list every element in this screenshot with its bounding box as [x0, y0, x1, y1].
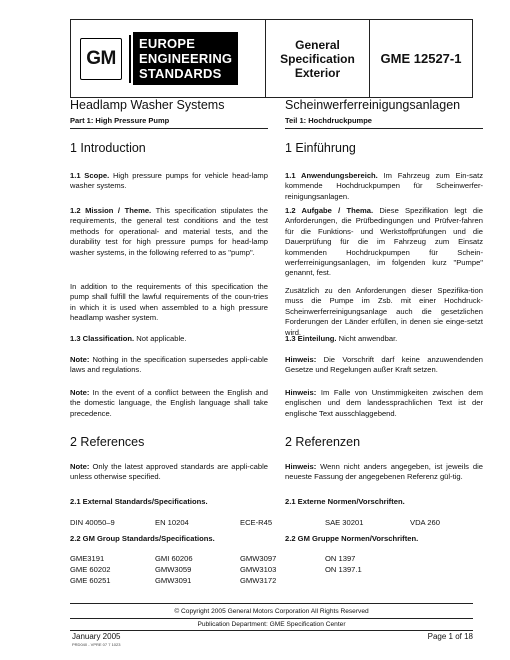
note-3-de [285, 462, 483, 483]
publication-department: Publication Department: GME Specification Center [197, 621, 346, 628]
organization-name [133, 32, 238, 85]
gm-standards-heading-de: 2.2 GM Gruppe Normen/Vorschriften. [285, 534, 419, 543]
logo-divider [129, 35, 131, 83]
section-2-heading-en: 2 References [70, 435, 145, 449]
note-2-en [70, 388, 268, 419]
gm-standard-item: GME 60251 [70, 576, 111, 585]
note-3-text-de: Wenn nicht anders angegeben, ist jeweils die neueste Fassung der angegebenen Referenz gül-tig. [285, 462, 483, 482]
note-1-text-en: Nothing in the specification supersedes appli-cable laws and regulations. [70, 355, 268, 375]
classification-paragraph-en [70, 334, 268, 344]
external-standard-item: VDA 260 [410, 518, 440, 527]
spec-type-line-2: Specification [280, 51, 355, 66]
note-2-text-de: Im Falle von Unstimmigkeiten zwischen dem englischen und dem landessprachlichen Text ist der englische Text ausschlaggebend. [285, 388, 483, 418]
gm-standard-item: GMW3097 [240, 554, 277, 563]
organization-line-1: EUROPE [139, 36, 196, 51]
scope-text-en: High pressure pumps for vehicle head-lamp washer systems. [70, 171, 268, 191]
mission-text-en: This specification stipulates the requirements, the general test conditions and the test methods for operational- and material tests, and the durability test for high pressure pumps for head-lamp washer systems, in the following referred to as "pump". [70, 206, 268, 257]
copyright-notice: © Copyright 2005 General Motors Corporation All Rights Reserved [174, 608, 369, 615]
page-number: Page 1 of 18 [427, 632, 473, 641]
mission-paragraph-de [285, 206, 483, 279]
mission-label-en: 1.2 Mission / Theme. [70, 206, 152, 215]
english-part: Part 1: High Pressure Pump [70, 116, 170, 125]
note-2-label-en: Note: [70, 388, 90, 397]
footer-rule-middle [70, 618, 473, 619]
spec-type [266, 20, 370, 97]
gm-logo-text: GM [86, 47, 116, 69]
classification-paragraph-de [285, 334, 483, 344]
german-part: Teil 1: Hochdruckpumpe [285, 116, 372, 125]
section-1-heading-de: 1 Einführung [285, 141, 356, 155]
mission-text-de: Diese Spezifikation legt die Anforderungen, die Prüfbedingungen und Prüfver-fahren für die Funktions- und Werkstoffprüfungen und die Dauerprüfung für die im Fahrzeug zum Einsatz kommenden Hochdruckpumpen für Schein-werferreinigungsanlagen, im folgenden kurz "Pumpe" genannt, fest. [285, 206, 483, 278]
spec-type-line-1: General [295, 37, 340, 52]
classification-text-en: Not applicable. [136, 334, 187, 343]
gm-standard-item: GMW3091 [155, 576, 192, 585]
scope-paragraph-de [285, 171, 483, 202]
gm-standard-item: GMW3103 [240, 565, 277, 574]
note-1-de [285, 355, 483, 376]
scope-label-en: 1.1 Scope. [70, 171, 110, 180]
title-rule-de [285, 128, 483, 129]
gm-logo [80, 38, 122, 80]
gm-standard-item: GME3191 [70, 554, 105, 563]
note-1-text-de: Die Vorschrift darf keine anzuwendenden Gesetze und Regelungen außer Kraft setzen. [285, 355, 483, 375]
note-1-label-en: Note: [70, 355, 90, 364]
form-code: PRD040 - VPRE 07 7 1023 [72, 642, 121, 647]
note-3-text-en: Only the latest approved standards are appli-cable unless otherwise specified. [70, 462, 268, 482]
gm-standard-item: GMW3172 [240, 576, 277, 585]
classification-label-en: 1.3 Classification. [70, 334, 135, 343]
mission-label-de: 1.2 Aufgabe / Thema. [285, 206, 374, 215]
spec-type-line-3: Exterior [294, 65, 341, 80]
note-3-label-de: Hinweis: [285, 462, 317, 471]
section-1-heading-en: 1 Introduction [70, 141, 146, 155]
spec-code: GME 12527-1 [380, 51, 462, 66]
gm-standards-heading-en: 2.2 GM Group Standards/Specifications. [70, 534, 215, 543]
note-2-text-en: In the event of a conflict between the English and the domestic language, the English language shall take precedence. [70, 388, 268, 418]
note-1-label-de: Hinweis: [285, 355, 317, 364]
note-2-label-de: Hinweis: [285, 388, 317, 397]
english-title: Headlamp Washer Systems [70, 98, 225, 112]
scope-paragraph-en [70, 171, 268, 192]
external-standard-item: DIN 40050–9 [70, 518, 115, 527]
footer-rule-top [70, 603, 473, 604]
title-rule-en [70, 128, 268, 129]
document-header [70, 19, 473, 98]
issue-date: January 2005 [72, 632, 121, 641]
organization-line-2: ENGINEERING [139, 51, 233, 66]
note-3-label-en: Note: [70, 462, 90, 471]
classification-label-de: 1.3 Einteilung. [285, 334, 337, 343]
german-title: Scheinwerferreinigungsanlagen [285, 98, 461, 112]
addition-paragraph-de: Zusätzlich zu den Anforderungen dieser Spezifika-tion muss die Pumpe im Zsb. mit einer Hochdruck-Scheinwerferreinigungsanlage auch die gesetzlichen Forderungen der Länder erfüllen, in denen sie einge-setzt wird. [285, 286, 483, 337]
external-standards-heading-en: 2.1 External Standards/Specifications. [70, 497, 208, 506]
external-standards-heading-de: 2.1 Externe Normen/Vorschriften. [285, 497, 405, 506]
gm-standard-item: ON 1397 [325, 554, 356, 563]
gm-standard-item: GME 60202 [70, 565, 111, 574]
section-2-heading-de: 2 Referenzen [285, 435, 361, 449]
note-3-en [70, 462, 268, 483]
organization-line-3: STANDARDS [139, 66, 222, 81]
mission-paragraph-en [70, 206, 268, 258]
classification-text-de: Nicht anwendbar. [338, 334, 398, 343]
logo-cell [71, 20, 266, 97]
addition-paragraph-en: In addition to the requirements of this specification the pump shall fulfill the lawful requirements of the coun-tries in which it is used when assembled to a high pressure headlamp washer system. [70, 282, 268, 323]
gm-standard-item: GMI 60206 [155, 554, 193, 563]
external-standard-item: EN 10204 [155, 518, 189, 527]
footer-rule-bottom [70, 630, 473, 631]
note-1-en [70, 355, 268, 376]
note-2-de [285, 388, 483, 419]
scope-text-de: Im Fahrzeug zum Ein-satz kommende Hochdruckpumpen für Scheinwerfer-reinigungsanlagen. [285, 171, 483, 201]
scope-label-de: 1.1 Anwendungsbereich. [285, 171, 378, 180]
gm-standard-item: GMW3059 [155, 565, 192, 574]
gm-standard-item: ON 1397.1 [325, 565, 362, 574]
external-standard-item: SAE 30201 [325, 518, 364, 527]
external-standard-item: ECE-R45 [240, 518, 273, 527]
